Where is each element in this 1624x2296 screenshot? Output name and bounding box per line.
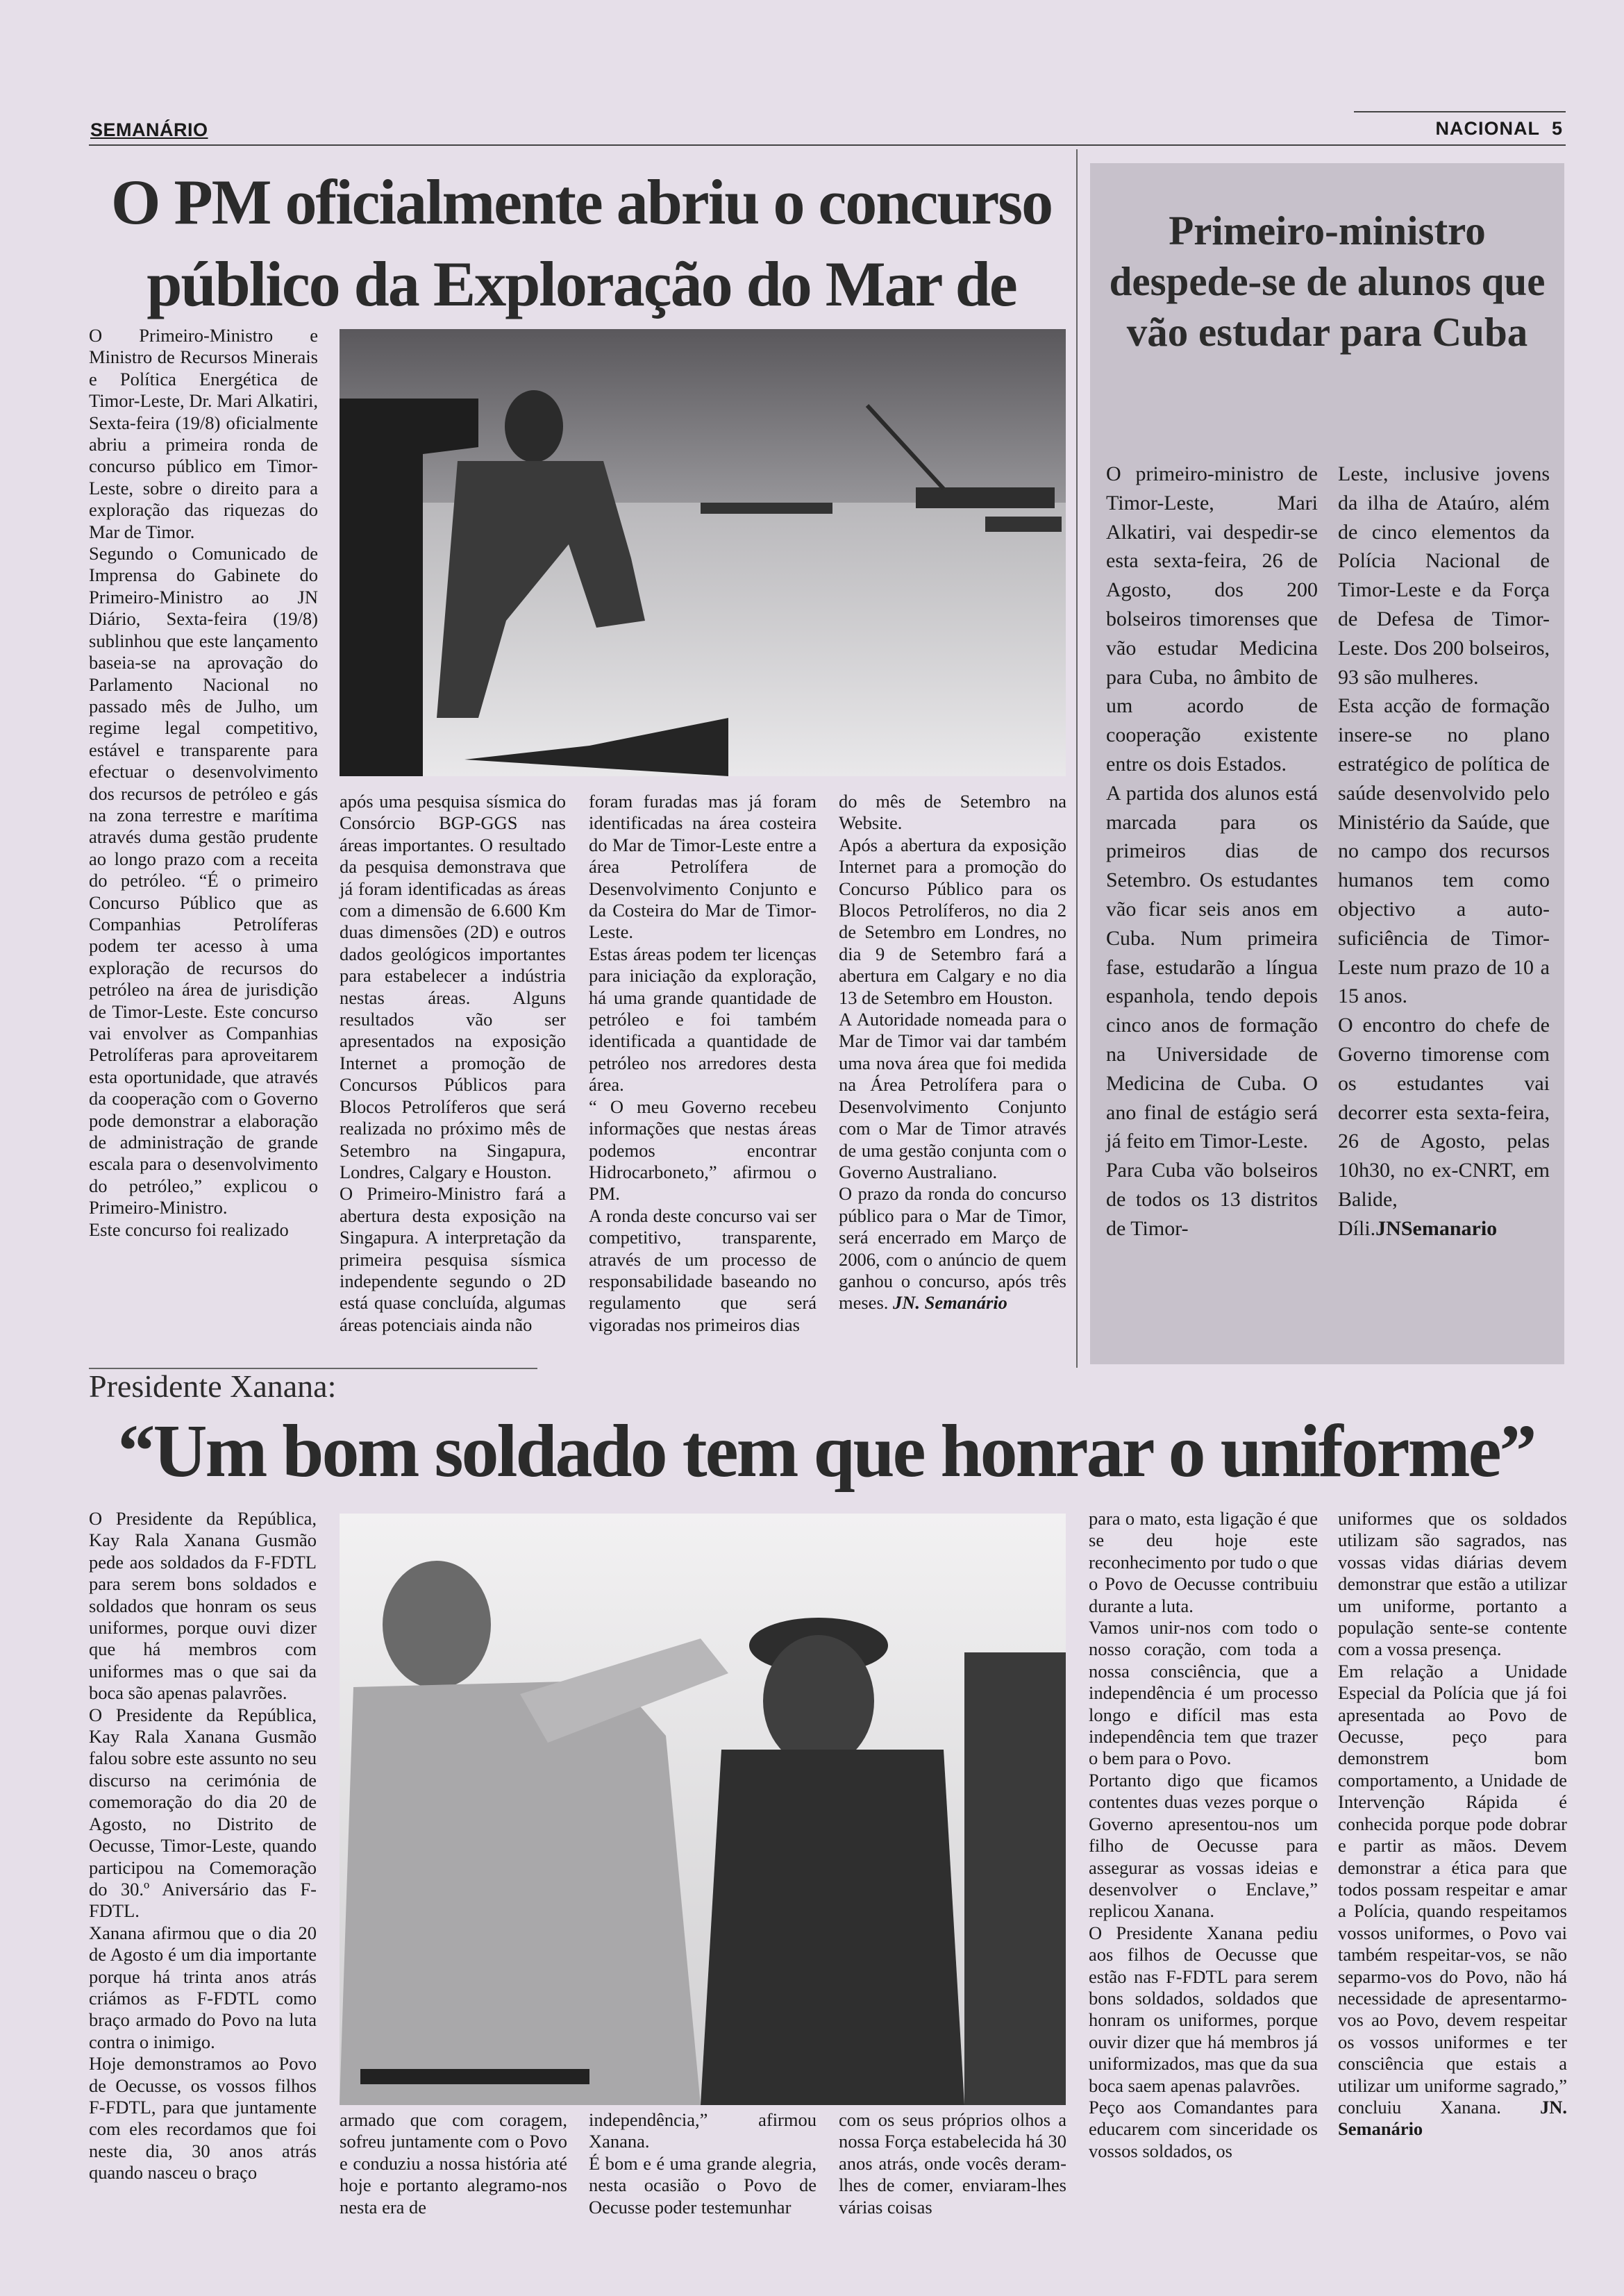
oil-exploration-photo [340, 329, 1066, 776]
sidebar-signature: JNSemanario [1375, 1216, 1498, 1240]
article1-signature: JN. Semanário [893, 1292, 1007, 1314]
article2-column-2 [340, 2109, 567, 2218]
header-rule [89, 144, 1566, 146]
article2-kicker: Presidente Xanana: [89, 1368, 337, 1404]
sidebar-paragraph: A partida dos alunos está marcada para os primeiros dias de Setembro. Os estudantes vão ficar seis anos em Cuba. Num primeira fase, estudarão a língua espanhola, tendo depois cinco anos de formação na Universidade de Medicina de Cuba. O ano final de estágio será já feito em Timor-Leste. [1106, 781, 1318, 1153]
article1-column-3 [589, 791, 817, 1336]
sidebar-column-1 [1106, 460, 1318, 1243]
article2-paragraph: Vamos unir-nos com todo o nosso coração, com toda a nossa consciência, que a independência é um processo longo e difícil mas esta independência tem que trazer o bem para o Povo. [1089, 1617, 1318, 1769]
sidebar-paragraph-text: O encontro do chefe de Governo timorense com os estudantes vai decorrer esta sexta-feira, 26 de Agosto, pelas 10h30, no ex-CNRT, em Balide, Díli. [1338, 1014, 1550, 1240]
sidebar-headline: Primeiro-ministro despede-se de alunos que vão estudar para Cuba [1109, 208, 1546, 355]
article1-paragraph: Estas áreas podem ter licenças para iniciação da exploração, há uma grande quantidade de petróleo e foi também identificada a quantidade de petróleo nos arredores desta área. [589, 943, 817, 1096]
article2-paragraph: independência,” afirmou Xanana. [589, 2109, 817, 2152]
photo-illustration [340, 1514, 1066, 2105]
article2-paragraph: com os seus próprios olhos a nossa Força estabelecida há 30 anos atrás, onde vocês deram-lhes de comer, enviaram-lhes várias coisas [839, 2109, 1066, 2218]
article2-paragraph: O Presidente da República, Kay Rala Xanana Gusmão pede aos soldados da F-FDTL para serem bons soldados e soldados que honram os seus uniformes, porque ouvi dizer que há membros com uniformes mas o que sai da boca são apenas palavrões. [89, 1508, 317, 1704]
article2-column-5 [1089, 1508, 1318, 2162]
article1-paragraph: após uma pesquisa sísmica do Consórcio BGP-GGS nas áreas importantes. O resultado da pesquisa demonstrava que já foram identificadas as áreas com a dimensão de 6.600 Km duas dimensões (2D) e outros dados geológicos importantes para estabelecer a indústria nestas áreas. Alguns resultados vão ser apresentados na exposição Internet a promoção de Concursos Públicos para Blocos Petrolíferos que será realizada no próximo mês de Setembro na Singapura, Londres, Calgary e Houston. [340, 791, 566, 1182]
header-rule-right [1354, 111, 1566, 112]
article2-column-3 [589, 2109, 817, 2218]
sidebar-paragraph: Leste, inclusive jovens da ilha de Ataúro, além de cinco elementos da Polícia Nacional de Timor-Leste e da Força de Defesa de Timor-Leste. Dos 200 bolseiros, 93 são mulheres. [1338, 462, 1550, 689]
article1-paragraph: A Autoridade nomeada para o Mar de Timor vai dar também uma nova área que foi medida na Área Petrolífera para o Desenvolvimento Conjunto com o Mar de Timor através de uma gestão conjunta com o Governo Australiano. [839, 1009, 1066, 1182]
article1-column-1 [89, 325, 318, 1241]
sidebar-paragraph [1338, 1011, 1550, 1243]
article2-column-4 [839, 2109, 1066, 2218]
article2-paragraph: O Presidente da República, Kay Rala Xanana Gusmão falou sobre este assunto no seu discurso na cerimónia de comemoração do dia 20 de Agosto, no Distrito de Oecusse, Timor-Leste, quando participou na Comemoração do 30.º Aniversário das F-FDTL. [89, 1704, 317, 1922]
sidebar-paragraph: Esta acção de formação insere-se no plano estratégico de política de saúde desenvolvido pelo Ministério da Saúde, que no campo dos recursos humanos tem como objectivo a auto-suficiência de Timor-Leste num prazo de 10 a 15 anos. [1338, 694, 1550, 1008]
section-name: NACIONAL [1435, 118, 1540, 139]
column-divider [1076, 149, 1078, 1368]
article2-paragraph: armado que com coragem, sofreu juntamente com o Povo e conduziu a nossa história até hoje e portanto alegramo-nos nesta era de [340, 2109, 567, 2218]
ceremony-photo [340, 1514, 1066, 2105]
article2-paragraph: Peço aos Comandantes para educarem com sinceridade os vossos soldados, os [1089, 2096, 1318, 2161]
article1-headline: O PM oficialmente abriu o concurso público da Exploração do Mar de [110, 167, 1053, 319]
article2-paragraph: O Presidente Xanana pediu aos filhos de Oecusse que estão nas F-FDTL para serem bons soldados, soldados que honram os uniformes, porque ouvir dizer que há membros já uniformizados, mas que da sua boca saem apenas palavrões. [1089, 1922, 1318, 2096]
article1-paragraph: A ronda deste concurso vai ser competitivo, transparente, através de um processo de responsabilidade baseando no regulamento que será vigoradas nos primeiros dias [589, 1205, 817, 1335]
article2-paragraph: Portanto digo que ficamos contentes duas vezes porque o Governo apresentou-nos um filho de Oecusse para assegurar as vossas ideias e desenvolver o Enclave,” replicou Xanana. [1089, 1769, 1318, 1922]
article1-paragraph: foram furadas mas já foram identificadas na área costeira do Mar de Timor-Leste entre a área Petrolífera de Desenvolvimento Conjunto e da Costeira do Mar de Timor-Leste. [589, 791, 817, 943]
article2-paragraph: para o mato, esta ligação é que se deu hoje este reconhecimento por tudo o que o Povo de Oecusse contribuiu durante a luta. [1089, 1508, 1318, 1616]
article1-paragraph: Este concurso foi realizado [89, 1218, 289, 1240]
sidebar-column-2 [1338, 460, 1550, 1243]
article1-paragraph-text: O prazo da ronda do concurso público para o Mar de Timor, será encerrado em Março de 2006, com o anúncio de quem ganhou o concurso, após três meses. [839, 1183, 1066, 1314]
article1-column-4 [839, 791, 1066, 1314]
article1-paragraph: O Primeiro-Ministro e Ministro de Recursos Minerais e Política Energética de Timor-Leste, Dr. Mari Alkatiri, Sexta-feira (19/8) oficialmente abriu a primeira ronda de concurso público em Timor-Leste, sobre o direito para a exploração das riquezas do Mar de Timor. [89, 325, 318, 542]
article1-paragraph [839, 1183, 1066, 1314]
page-number: 5 [1551, 118, 1563, 139]
section-page-label [1435, 118, 1563, 140]
article2-paragraph: Xanana afirmou que o dia 20 de Agosto é um dia importante porque há trinta anos atrás criámos as F-FDTL como braço armado do Povo na luta contra o inimigo. [89, 1922, 317, 2052]
article2-paragraph: Hoje demonstramos ao Povo de Oecusse, os vossos filhos F-FDTL, para que juntamente com eles recordamos que foi neste dia, 30 anos atrás quando nasceu o braço [89, 2053, 317, 2184]
photo-illustration [340, 329, 1066, 776]
sidebar-paragraph: O primeiro-ministro de Timor-Leste, Mari Alkatiri, vai despedir-se esta sexta-feira, 26 de Agosto, dos 200 bolseiros timorenses que vão estudar Medicina para Cuba, no âmbito de um acordo de cooperação existente entre os dois Estados. [1106, 462, 1318, 776]
article2-headline: “Um bom soldado tem que honrar o uniforme” [117, 1410, 1535, 1493]
article1-paragraph: do mês de Setembro na Website. [839, 791, 1066, 834]
article1-column-2 [340, 791, 566, 1336]
article1-paragraph: Segundo o Comunicado de Imprensa do Gabinete do Primeiro-Ministro ao JN Diário, Sexta-feira (19/8) sublinhou que este lançamento baseia-se na aprovação do Parlamento Nacional no passado mês de Julho, um regime legal competitivo, estável e transparente para efectuar o desenvolvimento dos recursos de petróleo e gás na zona terrestre e marítima através duma gestão prudente ao longo prazo com a receita do petróleo. “É o primeiro Concurso Público que as Companhias Petrolíferas podem ter acesso à uma exploração de recursos do petróleo na área de jurisdição de Timor-Leste. Este concurso vai envolver as Companhias Petrolíferas para aproveitarem esta oportunidade, que através da cooperação com o Governo pode demonstrar a elaboração de administração de grande escala para o desenvolvimento do petróleo,” explicou o Primeiro-Ministro. [89, 543, 318, 1218]
article1-paragraph: Após a abertura da exposição Internet para a promoção do Concurso Público para os Blocos Petrolíferos, no dia 2 de Setembro em Londres, no dia 9 de Setembro fará a abertura em Calgary e no dia 13 de Setembro em Houston. [839, 834, 1066, 1008]
article2-paragraph [1338, 1661, 1567, 2140]
article2-column-1 [89, 1508, 317, 2184]
article2-paragraph-text: Em relação a Unidade Especial da Polícia que já foi apresentada ao Povo de Oecusse, peço para demonstrem bom comportamento, a Unidade de Intervenção Rápida é conhecida porque pode dobrar e partir as mãos. Devem demonstrar a ética para que todos possam respeitar e amar a Polícia, quando respeitamos vossos uniformes, o Povo vai também respeitar-vos, se não separmo-vos do Povo, não há necessidade de apresentarmo-vos ao Povo, devem respeitar os vossos uniformes e ter consciência que estais a utilizar um uniforme sagrado,” concluiu Xanana. [1338, 1660, 1567, 2118]
article1-paragraph: O Primeiro-Ministro fará a abertura desta exposição na Singapura. A interpretação da primeira pesquisa sísmica independente segundo o 2D está quase concluída, algumas áreas potenciais ainda não [340, 1183, 566, 1335]
article2-signature: JN. Semanário [1338, 2096, 1567, 2140]
article2-paragraph: É bom e é uma grande alegria, nesta ocasião o Povo de Oecusse poder testemunhar [589, 2152, 817, 2218]
sidebar-paragraph: Para Cuba vão bolseiros de todos os 13 distritos de Timor- [1106, 1159, 1318, 1240]
article1-paragraph: “ O meu Governo recebeu informações que nestas áreas podemos encontrar Hidrocarboneto,” afirmou o PM. [589, 1096, 817, 1205]
article2-column-6 [1338, 1508, 1567, 2140]
publication-name: SEMANÁRIO [90, 119, 208, 140]
article2-paragraph: uniformes que os soldados utilizam são sagrados, nas vossas vidas diárias devem demonstrar que estão a utilizar um uniforme, portanto a população sente-se contente com a vossa presença. [1338, 1508, 1567, 1660]
